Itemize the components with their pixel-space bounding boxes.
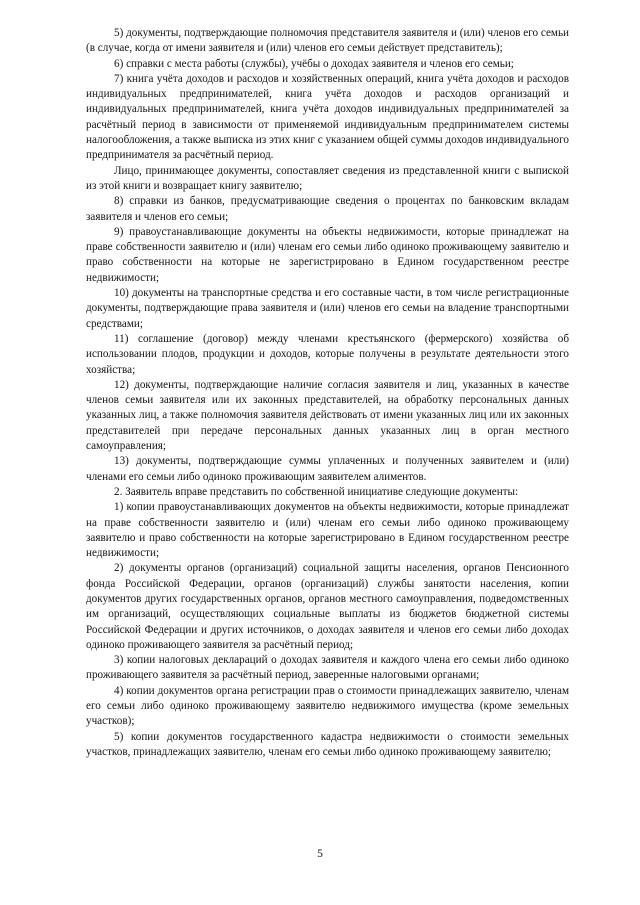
paragraph: 8) справки из банков, предусматривающие сведения о процентах по банковским вкладам заявителя и членов его семьи; xyxy=(86,195,569,223)
paragraph: 1) копии правоустанавливающих документов на объекты недвижимости, которые принадлежат на праве собственности заявителю и (или) членам его семьи либо одиноко проживающему заявителю и право собственности на которые зарегистрировано в Едином государственном реестре недвижимости; xyxy=(86,501,569,560)
paragraph: 4) копии документов органа регистрации прав о стоимости принадлежащих заявителю, членам его семьи либо одиноко проживающему заявителю недвижимого имущества (кроме земельных участков); xyxy=(86,684,569,728)
paragraph: 10) документы на транспортные средства и его составные части, в том числе регистрационные документы, подтверждающие права заявителя и (или) членов его семьи на владение транспортными средствами; xyxy=(86,287,569,330)
paragraph: 9) правоустанавливающие документы на объекты недвижимости, которые принадлежат на праве собственности заявителю и (или) членам его семьи либо одиноко проживающему заявителю и право собственности на которые не зарегистрировано в Едином государственном реестре недвижимости; xyxy=(86,225,569,284)
paragraph: 11) соглашение (договор) между членами крестьянского (фермерского) хозяйства об использовании плодов, продукции и доходов, которые получены в результате деятельности этого хозяйства; xyxy=(86,332,569,376)
page-number: 5 xyxy=(317,848,323,860)
paragraph: 13) документы, подтверждающие суммы уплаченных и полученных заявителем и (или) членами его семьи либо одиноко проживающим заявителем алиментов. xyxy=(86,455,569,483)
paragraph: 2) документы органов (организаций) социальной защиты населения, органов Пенсионного фонда Российской Федерации, органов (организаций) службы занятости населения, копии документов других государственных органов, органов местного самоуправления, подведомственных им организаций, осуществляющих социальные выплаты из бюджетов бюджетной системы Российской Федерации и других источников, о доходах заявителя и членов его семьи либо доходах одиноко проживающего заявителя за расчётный период; xyxy=(86,562,569,651)
paragraph: 12) документы, подтверждающие наличие согласия заявителя и лиц, указанных в качестве членов семьи заявителя или их законных представителей, на обработку персональных данных указанных лиц, а также полномочия заявителя действовать от имени указанных лиц или их законных представителей при передаче персональных данных указанных лиц в орган местного самоуправления; xyxy=(86,378,569,453)
paragraph: 7) книга учёта доходов и расходов и хозяйственных операций, книга учёта доходов и расходов индивидуальных предпринимателей, книга учёта доходов и расходов организаций и индивидуальных предпринимателей, книга учёта доходов индивидуальных предпринимателей за расчётный период в зависимости от применяемой индивидуальным предпринимателем системы налогообложения, а также выписка из этих книг с указанием общей суммы доходов индивидуального предпринимателя за расчётный период. xyxy=(86,72,569,162)
paragraph: 5) документы, подтверждающие полномочия представителя заявителя и (или) членов его семьи (в случае, когда от имени заявителя и (или) членов его семьи действует представитель); xyxy=(86,27,569,55)
paragraph: 5) копии документов государственного кадастра недвижимости о стоимости земельных участков, принадлежащих заявителю, членам его семьи либо одиноко проживающему заявителю; xyxy=(86,730,569,758)
document-body xyxy=(86,26,569,760)
paragraph: 2. Заявитель вправе представить по собственной инициативе следующие документы: xyxy=(114,485,519,498)
paragraph: 3) копии налоговых деклараций о доходах заявителя и каждого члена его семьи либо одиноко проживающего заявителя за расчётный период, заверенные налоговыми органами; xyxy=(86,654,569,682)
paragraph: 6) справки с места работы (службы), учёбы о доходах заявителя и членов его семьи; xyxy=(114,57,514,70)
paragraph: Лицо, принимающее документы, сопоставляет сведения из представленной книги с выпиской из этой книги и возвращает книгу заявителю; xyxy=(86,164,569,192)
